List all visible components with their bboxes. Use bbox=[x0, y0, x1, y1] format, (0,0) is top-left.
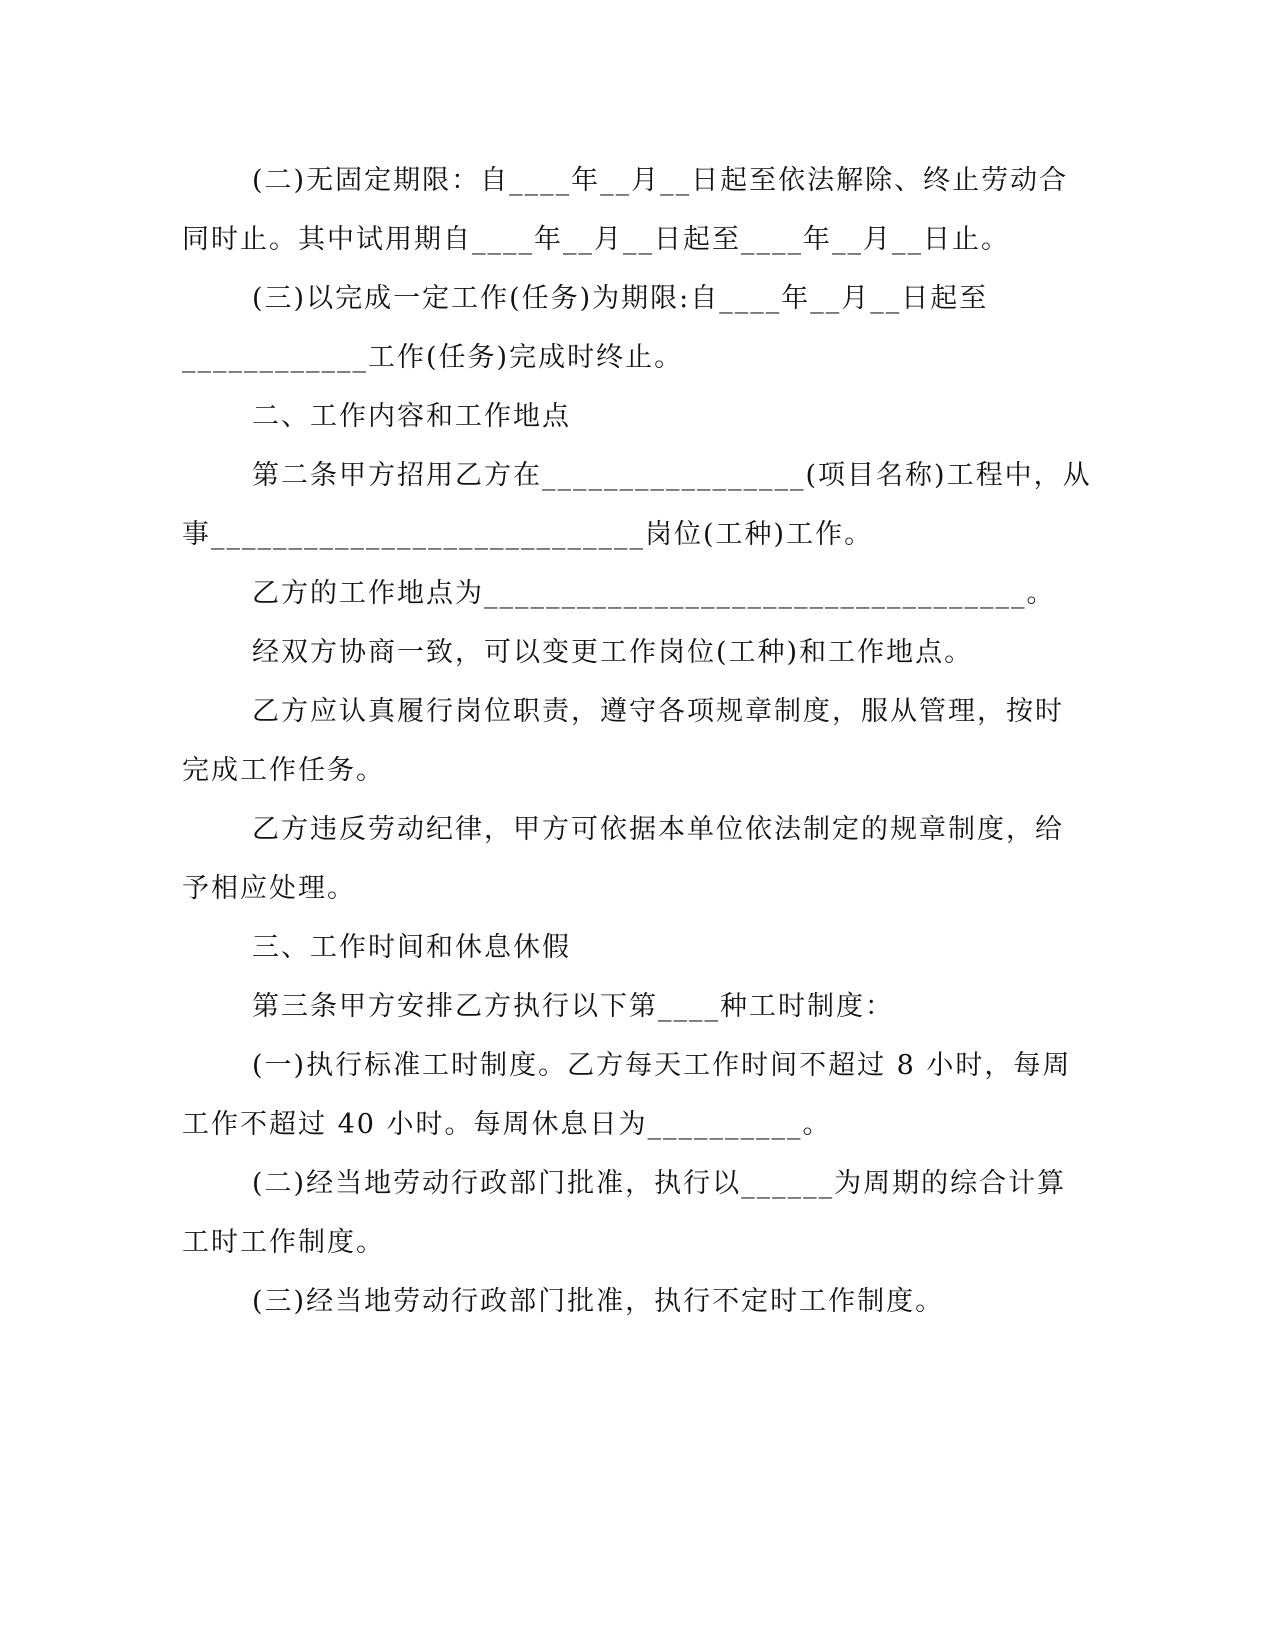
text-line: (一)执行标准工时制度。乙方每天工作时间不超过 8 小时，每周 bbox=[252, 1050, 1072, 1081]
text-line: 工作不超过 40 小时。每周休息日为__________。 bbox=[182, 1109, 832, 1140]
text-line: 予相应处理。 bbox=[182, 873, 356, 904]
section-heading: 三、工作时间和休息休假 bbox=[252, 932, 571, 963]
text-line: 工时工作制度。 bbox=[182, 1227, 385, 1258]
text-line: 完成工作任务。 bbox=[182, 755, 385, 786]
text-line: 乙方违反劳动纪律，甲方可依据本单位依法制定的规章制度，给 bbox=[252, 814, 1064, 845]
text-line: ____________工作(任务)完成时终止。 bbox=[182, 342, 684, 373]
text-line: 第三条甲方安排乙方执行以下第____种工时制度： bbox=[252, 991, 894, 1022]
text-line: 事____________________________岗位(工种)工作。 bbox=[182, 519, 874, 550]
text-line: 第二条甲方招用乙方在_________________(项目名称)工程中，从 bbox=[252, 460, 1092, 491]
text-line: (三)以完成一定工作(任务)为期限:自____年__月__日起至 bbox=[252, 283, 989, 314]
text-line: 乙方的工作地点为___________________________________。 bbox=[252, 578, 1056, 609]
text-line: (二)经当地劳动行政部门批准，执行以______为周期的综合计算 bbox=[252, 1168, 1067, 1199]
text-line: 同时止。其中试用期自____年__月__日起至____年__月__日止。 bbox=[182, 224, 1010, 255]
text-line: (三)经当地劳动行政部门批准，执行不定时工作制度。 bbox=[252, 1286, 945, 1317]
text-line: 乙方应认真履行岗位职责，遵守各项规章制度，服从管理，按时 bbox=[252, 696, 1064, 727]
text-line: 经双方协商一致，可以变更工作岗位(工种)和工作地点。 bbox=[252, 637, 974, 668]
section-heading: 二、工作内容和工作地点 bbox=[252, 401, 571, 432]
text-line: (二)无固定期限：自____年__月__日起至依法解除、终止劳动合 bbox=[252, 165, 1069, 196]
